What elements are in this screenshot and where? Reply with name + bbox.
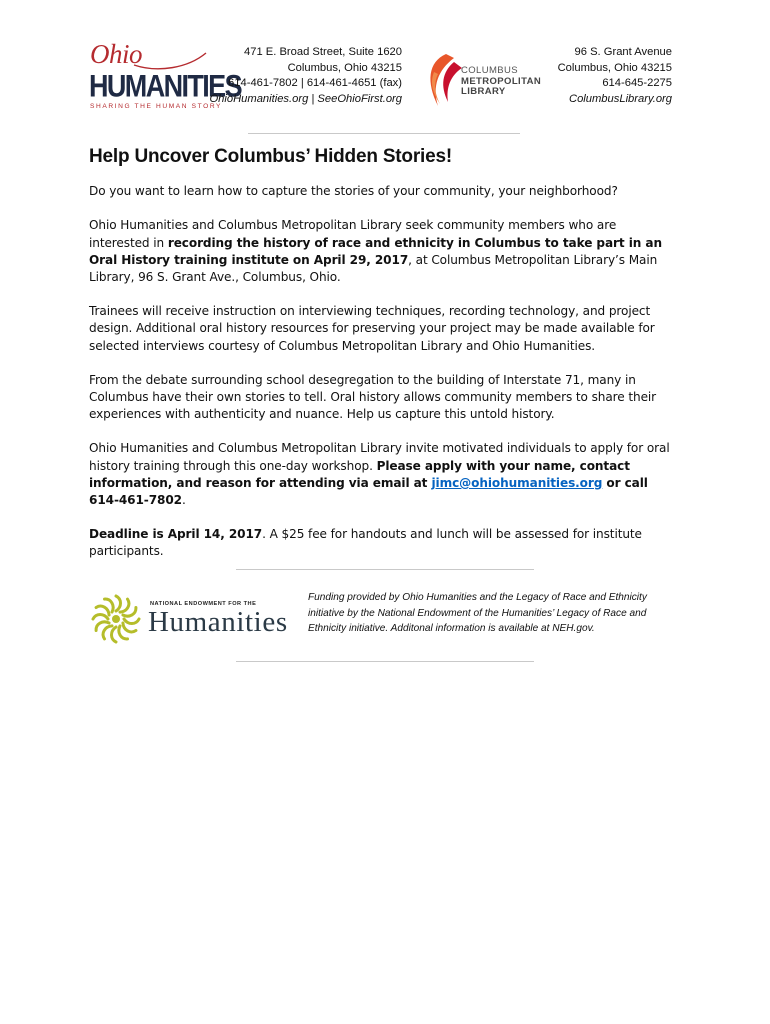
p2-text-a: Ohio Humanities and Columbus Metropolitan Library seek community members who are interested in <box>89 218 617 250</box>
columbus-library-logo-icon <box>424 52 464 108</box>
address-street: 471 E. Broad Street, Suite 1620 <box>244 46 402 58</box>
neh-sunburst-icon <box>90 593 142 645</box>
columbus-library-logo-text <box>461 66 541 98</box>
page-title: Help Uncover Columbus’ Hidden Stories! <box>89 146 452 167</box>
funding-note: Funding provided by Ohio Humanities and the Legacy of Race and Ethnicity initiative by the National Endowment of the Humanities’ Legacy of Race and Ethnicity initiative. Additonal information is available at NEH.gov. <box>308 592 647 634</box>
neh-logo <box>90 593 300 645</box>
cml-logo-line1: COLUMBUS <box>461 65 519 76</box>
footer-divider-top <box>236 569 534 570</box>
library-city: Columbus, Ohio 43215 <box>557 61 672 74</box>
paragraph-seek <box>89 217 679 286</box>
cml-logo-line2: METROPOLITAN <box>461 75 542 87</box>
library-address <box>558 45 672 107</box>
p5-end: . <box>182 493 186 508</box>
p5-bold: Please apply with your name, contact information, and reason for attending via email at <box>89 458 630 490</box>
footer-divider-bottom <box>236 661 534 662</box>
address-web[interactable]: OhioHumanities.org | SeeOhioFirst.org <box>209 92 402 105</box>
neh-wordmark: Humanities <box>148 606 288 638</box>
library-web[interactable]: ColumbusLibrary.org <box>568 92 672 105</box>
logo-tagline: SHARING THE HUMAN STORY <box>90 103 223 110</box>
deadline-bold: Deadline is April 14, 2017 <box>89 527 263 542</box>
paragraph-trainees: Trainees will receive instruction on interviewing techniques, recording technology, and project design. Additional oral history resources for preserving your project may be made available for selected interviews courtesy of Columbus Metropolitan Library and Ohio Humanities. <box>89 304 655 353</box>
library-phone: 614-645-2275 <box>602 77 672 89</box>
header-divider <box>248 133 520 134</box>
p2-text-b: , at Columbus Metropolitan Library’s Main Library, 96 S. Grant Ave., Columbus, Ohio. <box>89 252 658 285</box>
paragraph-deadline <box>89 526 679 560</box>
address-phone: 614-461-7802 | 614-461-4651 (fax) <box>228 77 402 89</box>
paragraph-apply <box>89 440 679 509</box>
logo-ohio-script: Ohio <box>90 39 142 69</box>
article <box>89 148 679 578</box>
ohio-humanities-address <box>209 45 402 107</box>
deadline-rest: . A $25 fee for handouts and lunch will be assessed for institute participants. <box>89 527 642 559</box>
p5-text-a: Ohio Humanities and Columbus Metropolitan Library invite motivated individuals to apply for oral history training through this one-day workshop. <box>89 441 670 473</box>
email-link[interactable]: jimc@ohiohumanities.org <box>431 475 603 490</box>
address-city: Columbus, Ohio 43215 <box>287 61 402 74</box>
neh-small-text: NATIONAL ENDOWMENT FOR THE <box>150 601 257 607</box>
library-street: 96 S. Grant Avenue <box>574 46 672 58</box>
ohio-humanities-logo <box>88 39 241 113</box>
p5-bold-phone: or call 614-461-7802 <box>89 475 648 508</box>
p2-bold: recording the history of race and ethnicity in Columbus to take part in an Oral History training institute on April 29, 2017 <box>89 235 662 267</box>
cml-logo-line3: LIBRARY <box>461 86 506 97</box>
paragraph-history: From the debate surrounding school desegregation to the building of Interstate 71, many in Columbus have their own stories to tell. Oral history allows community members to share their experiences with authenticity and nuance. Help us capture this untold history. <box>89 372 657 422</box>
logo-humanities-wordmark: HUMANITIES <box>89 68 241 104</box>
paragraph-intro: Do you want to learn how to capture the stories of your community, your neighborhood? <box>89 184 618 199</box>
